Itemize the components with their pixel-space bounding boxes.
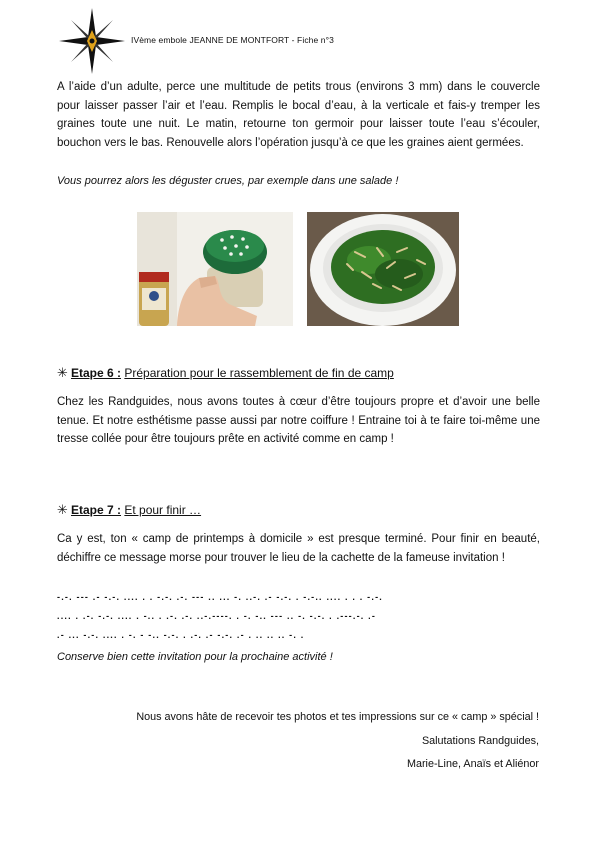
closing-greeting: Salutations Randguides, bbox=[421, 735, 539, 747]
step-6-label: Etape 6 : bbox=[71, 366, 122, 380]
step-6-paragraph: Chez les Randguides, nous avons toutes à cœur d’être toujours propre et d’avoir une belle tenue. Et notre esthétisme passe aussi par notre coiffure ! Entraine toi à te faire toi-même une tresse collée pour être toujours prête en activité comme en camp ! bbox=[57, 396, 540, 446]
morse-message bbox=[57, 588, 540, 645]
asterisk-bullet-icon: ✳ bbox=[57, 365, 68, 380]
morse-line: -.-. --- .- -.-. .... . . -.-. .-. --- .. ... -. ..-. .- -.-. . -.-.. .... . . . -.-. bbox=[57, 592, 383, 602]
sprout-salad-photo bbox=[307, 212, 459, 326]
step-7-italic-note: Conserve bien cette invitation pour la prochaine activité ! bbox=[57, 651, 333, 663]
intro-italic-note: Vous pourrez alors les déguster crues, par exemple dans une salade ! bbox=[57, 175, 399, 187]
step-6-heading bbox=[57, 365, 394, 381]
page-header: IVème embole JEANNE DE MONTFORT - Fiche n°3 bbox=[131, 35, 334, 45]
morse-line: .... . .-. -.-. .... . -.. . .-. .-. ..-.----. . -. -.. --- .. -. -.-. . .---.-. .- bbox=[57, 611, 377, 621]
closing-line: Nous avons hâte de recevoir tes photos et tes impressions sur ce « camp » spécial ! bbox=[136, 711, 539, 723]
compass-star-logo bbox=[57, 6, 127, 76]
step-7-heading bbox=[57, 502, 201, 518]
morse-line: .- ... -.-. .... . -. - -.. -.-. . .-. .- -.-. .- . .. .. .. -. . bbox=[57, 630, 305, 640]
germinator-jar-photo bbox=[137, 212, 293, 326]
intro-paragraph: A l’aide d’un adulte, perce une multitude de petits trous (environs 3 mm) dans le couvercle pour laisser passer l’air et l’eau. Remplis le bocal d’eau, à la verticale et fais-y tremper les graines toute une nuit. Le matin, retourne ton germoir pour laisser toute l’eau s’écouler, bouchon vers le bas. Renouvelle alors l’opération jusqu’à ce que les graines aient germées. bbox=[57, 81, 540, 149]
step-6-title: Préparation pour le rassemblement de fin de camp bbox=[124, 366, 394, 380]
closing-signature: Marie-Line, Anaïs et Aliénor bbox=[406, 758, 539, 770]
step-7-title: Et pour finir … bbox=[124, 503, 202, 517]
step-7-paragraph: Ca y est, ton « camp de printemps à domicile » est presque terminé. Pour finir en beauté, déchiffre ce message morse pour trouver le lieu de la cachette de la fameuse invitation ! bbox=[57, 533, 540, 564]
asterisk-bullet-icon: ✳ bbox=[57, 502, 68, 517]
step-7-label: Etape 7 : bbox=[71, 503, 122, 517]
